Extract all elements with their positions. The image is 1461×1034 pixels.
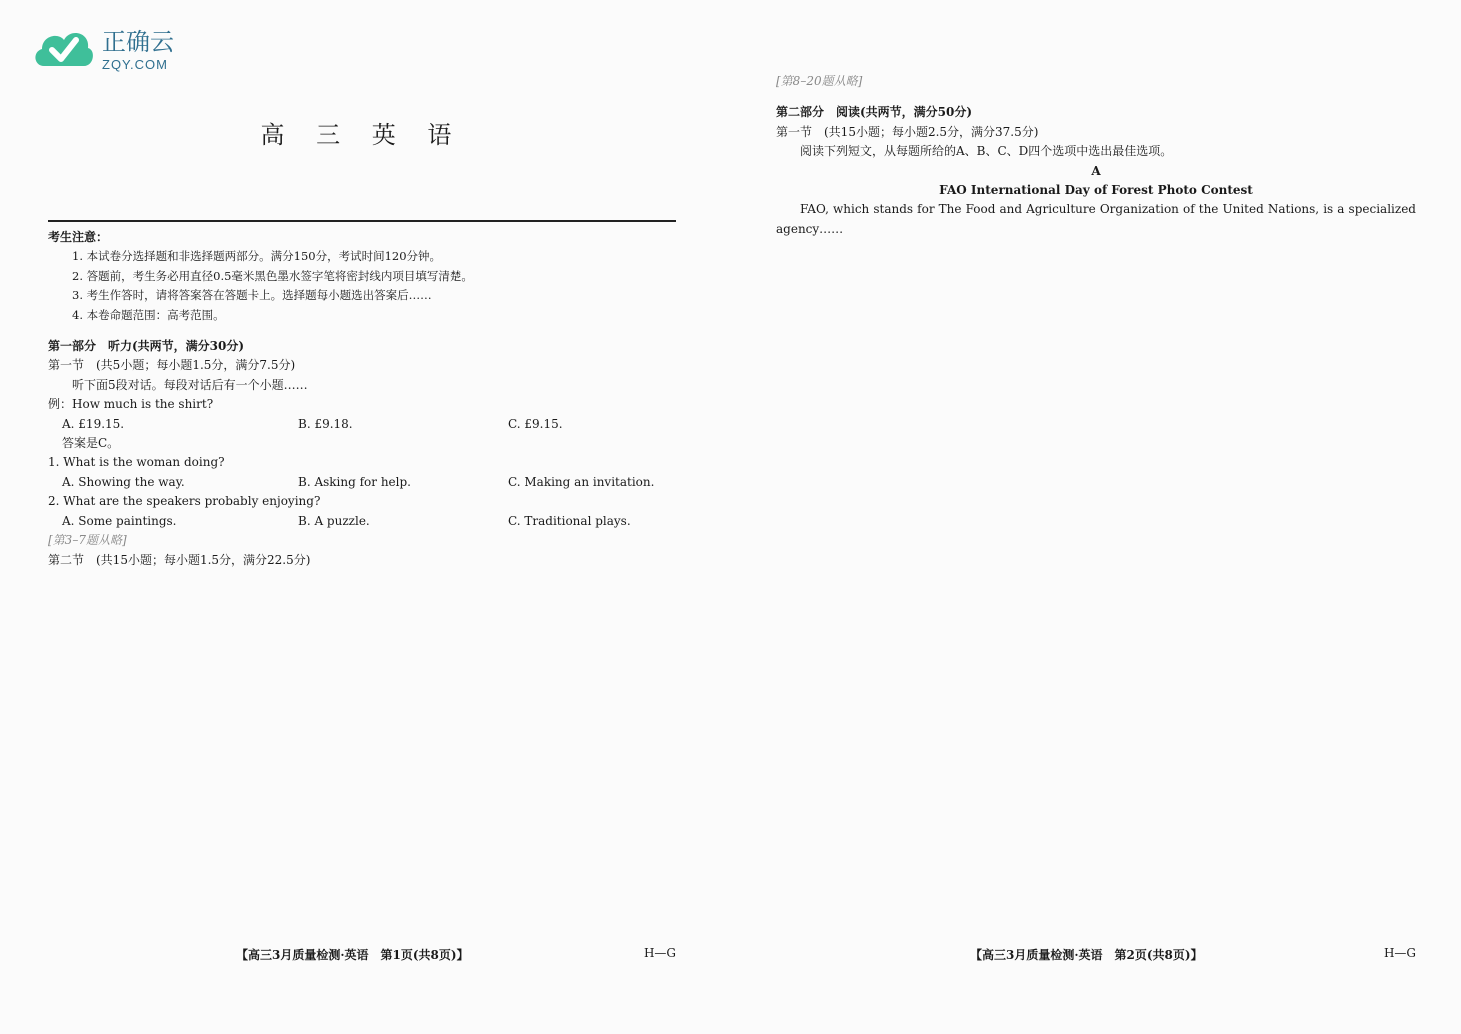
option: A. Showing the way. <box>62 474 185 489</box>
notice-item: 3. 考生作答时，请将答案答在答题卡上。选择题每小题选出答案后…… <box>72 288 432 303</box>
header-divider <box>48 220 676 222</box>
footer-code: H—G <box>1383 946 1416 960</box>
footer-code: H—G <box>643 946 676 960</box>
section1-intro: 听下面5段对话。每段对话后有一个小题…… <box>72 377 308 392</box>
logo-text-en: ZQY.COM <box>102 57 168 72</box>
omitted-note: [第8–20题从略] <box>776 74 863 88</box>
question-options <box>48 473 676 492</box>
omitted-note: [第3–7题从略] <box>48 533 127 548</box>
question: 2. What are the speakers probably enjoying? <box>48 494 321 509</box>
footer-text: 【高三3月质量检测·英语 第2页(共8页)】 <box>970 948 1203 962</box>
part2-heading: 第二部分 阅读(共两节，满分50分) <box>776 105 973 120</box>
example-answer: 答案是C。 <box>62 436 120 451</box>
example-options <box>48 415 676 434</box>
passage-letter: A <box>1091 163 1101 178</box>
section2-heading: 第二节 (共15小题；每小题1.5分，满分22.5分) <box>48 552 311 567</box>
page-left <box>48 0 676 570</box>
option: C. £9.15. <box>508 416 563 431</box>
question-options <box>48 512 676 531</box>
section1-intro: 阅读下列短文，从每题所给的A、B、C、D四个选项中选出最佳选项。 <box>800 144 1173 159</box>
part1-heading: 第一部分 听力(共两节，满分30分) <box>48 339 245 354</box>
section1-heading: 第一节 (共5小题；每小题1.5分，满分7.5分) <box>48 358 296 373</box>
footer-right <box>970 946 1416 963</box>
footer-left <box>236 946 676 963</box>
option: B. £9.18. <box>298 416 353 431</box>
logo-text-cn: 正确云 <box>102 28 174 56</box>
passage-title: FAO International Day of Forest Photo Contest <box>939 183 1253 198</box>
option: A. Some paintings. <box>62 513 177 528</box>
page-right <box>776 72 1416 239</box>
option: B. Asking for help. <box>298 474 411 489</box>
passage-paragraph: FAO, which stands for The Food and Agriculture Organization of the United Nations, is a specialized agency…… <box>776 202 1416 236</box>
notice-item: 2. 答题前，考生务必用直径0.5毫米黑色墨水签字笔将密封线内项目填写清楚。 <box>72 268 473 283</box>
notice-list <box>48 247 676 325</box>
footer-text: 【高三3月质量检测·英语 第1页(共8页)】 <box>236 948 469 962</box>
section1-heading: 第一节 (共15小题；每小题2.5分，满分37.5分) <box>776 124 1039 139</box>
option: A. £19.15. <box>62 416 125 431</box>
example-question: 例：How much is the shirt? <box>48 397 214 412</box>
page-title: 高 三 英 语 <box>260 121 464 149</box>
question: 1. What is the woman doing? <box>48 455 225 470</box>
notice-item: 1. 本试卷分选择题和非选择题两部分。满分150分，考试时间120分钟。 <box>72 249 442 264</box>
notice-item: 4. 本卷命题范围：高考范围。 <box>72 307 225 322</box>
option: C. Making an invitation. <box>508 474 655 489</box>
notice-heading: 考生注意： <box>48 230 109 244</box>
option: C. Traditional plays. <box>508 513 631 528</box>
option: B. A puzzle. <box>298 513 370 528</box>
